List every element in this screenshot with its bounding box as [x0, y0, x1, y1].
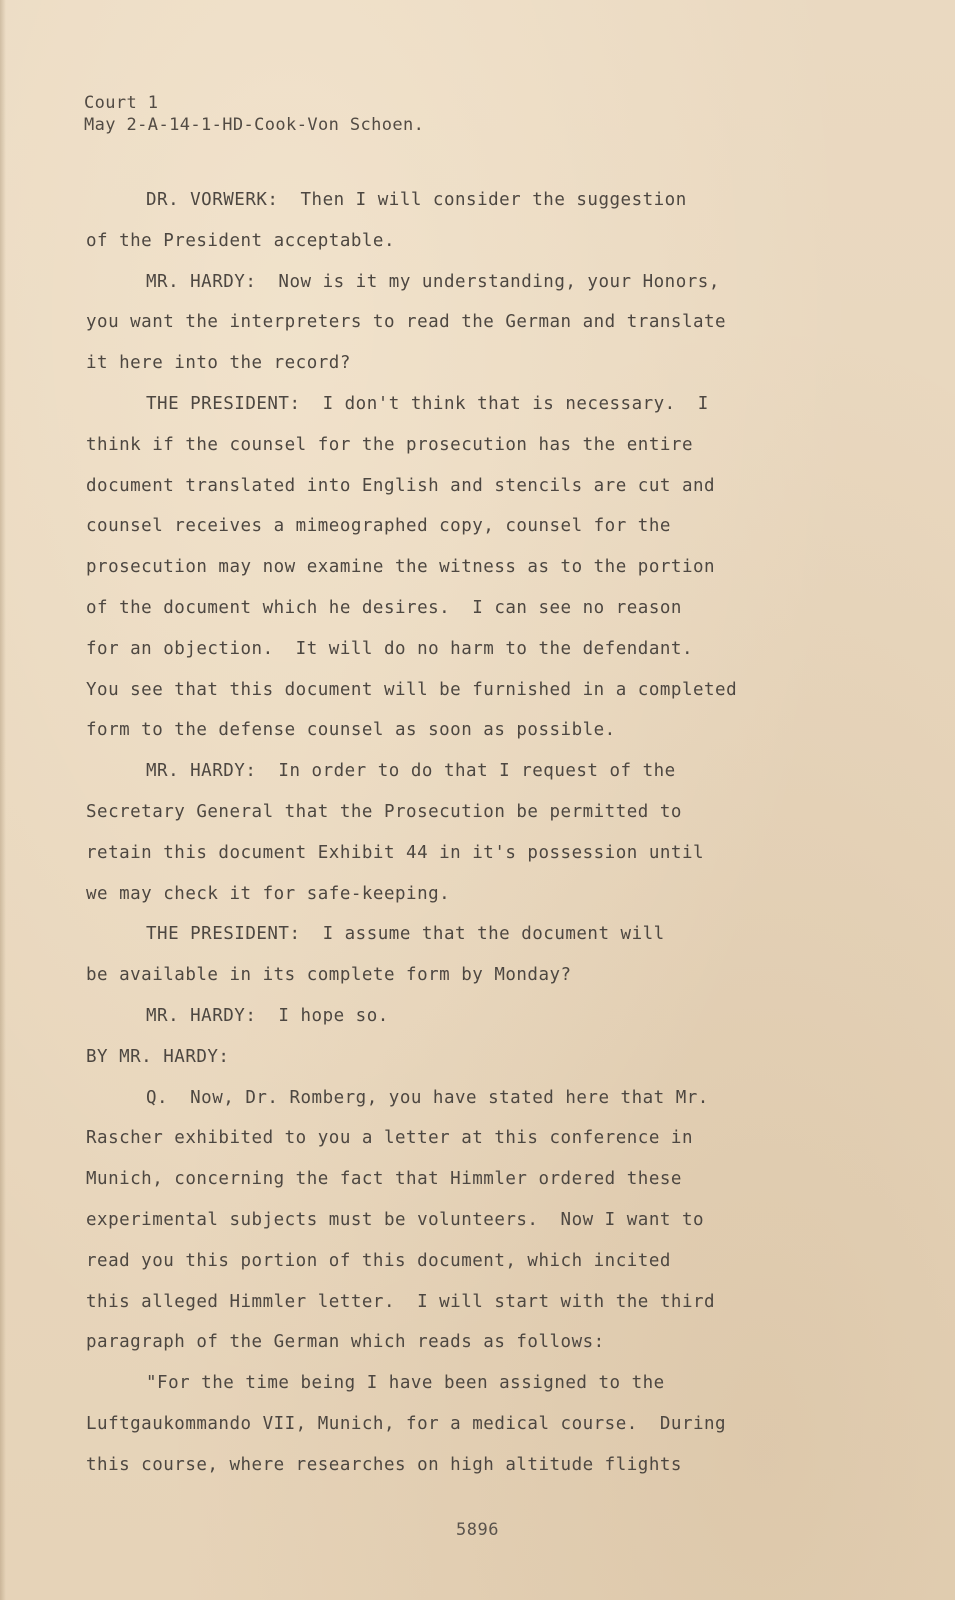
transcript-line: You see that this document will be furnished in a completed [86, 679, 738, 700]
transcript-line: Luftgaukommando VII, Munich, for a medical course. During [86, 1413, 727, 1434]
transcript-line: form to the defense counsel as soon as possible. [86, 720, 616, 741]
transcript-line: Munich, concerning the fact that Himmler ordered these [86, 1169, 682, 1190]
transcript-line: be available in its complete form by Monday? [86, 965, 572, 986]
document-header [84, 92, 424, 136]
transcript-line: BY MR. HARDY: [86, 1046, 230, 1067]
transcript-line: experimental subjects must be volunteers. Now I want to [86, 1209, 705, 1230]
transcript-line: read you this portion of this document, which incited [86, 1250, 671, 1271]
transcript-line: retain this document Exhibit 44 in it's possession until [86, 842, 705, 863]
transcript-line: MR. HARDY: I hope so. [146, 1005, 389, 1026]
page-edge-shadow [0, 0, 6, 1600]
transcript-line: document translated into English and stencils are cut and [86, 475, 716, 496]
transcript-line: counsel receives a mimeographed copy, counsel for the [86, 516, 671, 537]
transcript-line: "For the time being I have been assigned to the [146, 1373, 665, 1394]
court-label: Court 1 [84, 93, 159, 113]
transcript-line: this alleged Himmler letter. I will start with the third [86, 1291, 716, 1312]
transcript-line: THE PRESIDENT: I don't think that is necessary. I [146, 393, 709, 414]
transcript-line: you want the interpreters to read the German and translate [86, 312, 727, 333]
transcript-line: of the document which he desires. I can see no reason [86, 597, 682, 618]
transcript-line: think if the counsel for the prosecution has the entire [86, 434, 693, 455]
transcript-line: MR. HARDY: Now is it my understanding, your Honors, [146, 271, 720, 292]
transcript-line: THE PRESIDENT: I assume that the document will [146, 924, 665, 945]
transcript-body [86, 180, 826, 1486]
transcript-line: Secretary General that the Prosecution be permitted to [86, 801, 682, 822]
transcript-line: MR. HARDY: In order to do that I request of the [146, 761, 676, 782]
transcript-line: this course, where researches on high altitude flights [86, 1454, 682, 1475]
transcript-line: for an objection. It will do no harm to the defendant. [86, 638, 693, 659]
transcript-line: DR. VORWERK: Then I will consider the suggestion [146, 190, 687, 210]
transcript-line: paragraph of the German which reads as follows: [86, 1332, 605, 1353]
session-reference: May 2-A-14-1-HD-Cook-Von Schoen. [84, 115, 425, 135]
page-number: 5896 [456, 1520, 499, 1540]
transcript-line: Rascher exhibited to you a letter at this conference in [86, 1128, 693, 1149]
transcript-line: prosecution may now examine the witness as to the portion [86, 557, 716, 578]
transcript-line: Q. Now, Dr. Romberg, you have stated here that Mr. [146, 1087, 709, 1108]
transcript-line: it here into the record? [86, 353, 351, 374]
transcript-line: of the President acceptable. [86, 230, 396, 251]
transcript-line: we may check it for safe-keeping. [86, 883, 451, 904]
